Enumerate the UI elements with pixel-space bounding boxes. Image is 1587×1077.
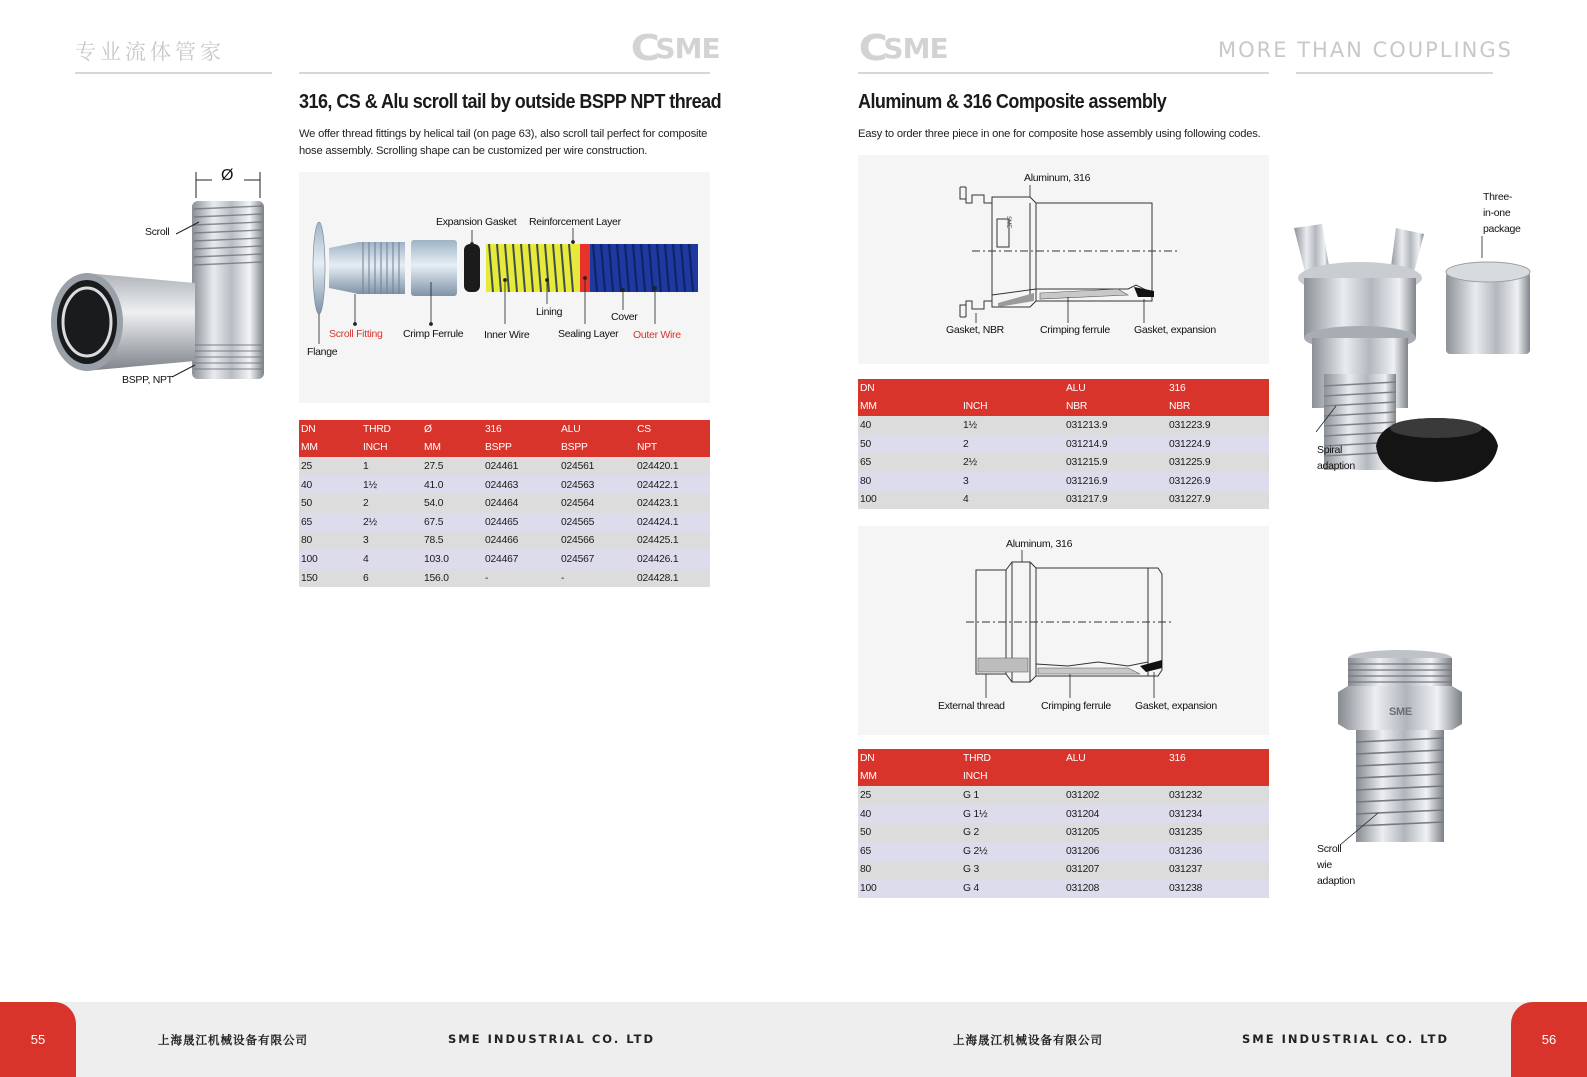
header-cell: INCH [961, 768, 1064, 787]
table-cell: 80 [858, 861, 961, 880]
left-section-desc: We offer thread fittings by helical tail (on page 63), also scroll tail perfect for composite hose assembly. Scrolling shape can be customized per wire construction. [299, 128, 708, 157]
table-cell: 3 [361, 532, 422, 551]
left-section-title: 316, CS & Alu scroll tail by outside BSPP NPT thread [299, 91, 722, 113]
table-cell: 031236 [1167, 842, 1269, 861]
header-cell: MM [422, 439, 483, 458]
table-cell: 2 [961, 435, 1064, 454]
three-in-one-line: Three- [1483, 191, 1513, 203]
footer-company-cn-right: 上海晟江机械设备有限公司 [953, 1033, 1103, 1047]
header-en-title: MORE THAN COUPLINGS [1218, 38, 1513, 62]
table-cell: 024465 [483, 513, 559, 532]
table-cell: 031234 [1167, 805, 1269, 824]
table-cell: G 3 [961, 861, 1064, 880]
table-cell: 024464 [483, 494, 559, 513]
header-cell: ALU [1064, 749, 1167, 768]
scroll-line: adaption [1317, 875, 1355, 887]
label-flange: Flange [307, 346, 338, 358]
table-row [858, 861, 1269, 880]
table-cell: 031226.9 [1167, 472, 1269, 491]
three-in-one-line: package [1483, 223, 1521, 235]
right-section-title: Aluminum & 316 Composite assembly [858, 91, 1167, 113]
three-in-one-label [1483, 189, 1521, 237]
table-cell: 100 [299, 550, 361, 569]
table-cell: 024563 [559, 476, 635, 495]
table-cell: 1½ [361, 476, 422, 495]
label-scroll-fitting: Scroll Fitting [329, 328, 383, 340]
header-cell: NPT [635, 439, 710, 458]
table-cell: 024426.1 [635, 550, 710, 569]
d1-label-crimping-ferrule: Crimping ferrule [1040, 324, 1110, 336]
header-cell: DN [299, 420, 361, 439]
label-expansion-gasket: Expansion Gasket [436, 216, 517, 228]
table-cell: 4 [361, 550, 422, 569]
table-cell: 024428.1 [635, 569, 710, 588]
page-number-right: 56 [1511, 1002, 1587, 1077]
header-cell: MM [858, 768, 961, 787]
logo-right [860, 28, 948, 69]
table-cell: 3 [961, 472, 1064, 491]
table-cell: 024461 [483, 457, 559, 476]
spiral-line: adaption [1317, 460, 1355, 472]
table-cell: 031206 [1064, 842, 1167, 861]
thread-leader [172, 364, 196, 378]
header-cell: BSPP [483, 439, 559, 458]
logo-text: SME [655, 32, 720, 65]
header-cn-title: 专业流体管家 [75, 40, 225, 64]
table-cell: 2½ [361, 513, 422, 532]
logo-text: SME [883, 32, 948, 65]
header-cell: CS [635, 420, 710, 439]
header-cell: INCH [361, 439, 422, 458]
table-row [858, 416, 1269, 435]
table-header-row [858, 379, 1269, 398]
d2-label-crimping-ferrule: Crimping ferrule [1041, 700, 1111, 712]
table-row [858, 472, 1269, 491]
table-cell: G 4 [961, 879, 1064, 898]
table-cell: G 2 [961, 823, 1064, 842]
table-cell: 150 [299, 569, 361, 588]
header-cell [1167, 768, 1269, 787]
table-cell: 024564 [559, 494, 635, 513]
scroll-line: wie [1317, 859, 1332, 871]
table-cell: 024466 [483, 532, 559, 551]
table-cell: 100 [858, 491, 961, 510]
table-cell: 024463 [483, 476, 559, 495]
right-section-desc: Easy to order three piece in one for composite hose assembly using following codes. [858, 128, 1261, 140]
label-outer-wire: Outer Wire [633, 329, 681, 341]
table-cell: 024420.1 [635, 457, 710, 476]
header-cell: MM [299, 439, 361, 458]
table-cell: 103.0 [422, 550, 483, 569]
table-cell: 67.5 [422, 513, 483, 532]
label-crimp-ferrule: Crimp Ferrule [403, 328, 464, 340]
table-cell: 25 [299, 457, 361, 476]
header-cell: 316 [483, 420, 559, 439]
table-cell: G 1½ [961, 805, 1064, 824]
hose-assembly-diagram [299, 172, 710, 403]
right-spec-table-1 [858, 379, 1269, 509]
table-cell: 27.5 [422, 457, 483, 476]
table-cell: 031223.9 [1167, 416, 1269, 435]
table-cell: 031208 [1064, 879, 1167, 898]
table-header-row [858, 749, 1269, 768]
d1-label-material: Aluminum, 316 [1024, 172, 1091, 184]
table-cell: 156.0 [422, 569, 483, 588]
table-cell: 031215.9 [1064, 453, 1167, 472]
table-row [858, 786, 1269, 805]
header-cell: NBR [1064, 398, 1167, 417]
label-cover: Cover [611, 311, 638, 323]
footer-company-en-left: SME INDUSTRIAL CO. LTD [448, 1032, 656, 1046]
table-row [299, 569, 710, 588]
table-row [299, 494, 710, 513]
table-cell: 031207 [1064, 861, 1167, 880]
table-cell: 50 [858, 435, 961, 454]
table-cell: 031232 [1167, 786, 1269, 805]
table-row [858, 453, 1269, 472]
table-cell: 024567 [559, 550, 635, 569]
coupling-drawing-1 [858, 155, 1269, 364]
header-cell [1064, 768, 1167, 787]
table-cell: 024561 [559, 457, 635, 476]
label-inner-wire: Inner Wire [484, 329, 530, 341]
table-row [858, 842, 1269, 861]
table-cell: 40 [858, 805, 961, 824]
logo-left [632, 28, 720, 69]
header-cell: Ø [422, 420, 483, 439]
d1-label-gasket-expansion: Gasket, expansion [1134, 324, 1216, 336]
table-row [858, 435, 1269, 454]
table-cell: 50 [858, 823, 961, 842]
header-rule-right [1296, 72, 1493, 74]
d2-label-external-thread: External thread [938, 700, 1005, 712]
table-cell: 031224.9 [1167, 435, 1269, 454]
header-cell: 316 [1167, 749, 1269, 768]
spiral-line: Spiral [1317, 444, 1343, 456]
table-cell: 100 [858, 879, 961, 898]
table-cell: 031214.9 [1064, 435, 1167, 454]
table-cell: - [559, 569, 635, 588]
header-cell: BSPP [559, 439, 635, 458]
table-row [299, 476, 710, 495]
table-row [299, 457, 710, 476]
table-cell: 031237 [1167, 861, 1269, 880]
logo-mark: C [630, 28, 659, 69]
header-cell: DN [858, 749, 961, 768]
label-reinforcement-layer: Reinforcement Layer [529, 216, 621, 228]
header-cell: INCH [961, 398, 1064, 417]
table-header-row [299, 420, 710, 439]
table-cell: 031225.9 [1167, 453, 1269, 472]
left-spec-table [299, 420, 710, 587]
table-cell: - [483, 569, 559, 588]
table-cell: 031205 [1064, 823, 1167, 842]
table-cell: 1 [361, 457, 422, 476]
page-number-left: 55 [0, 1002, 76, 1077]
table-cell: 80 [299, 532, 361, 551]
table-cell: 031227.9 [1167, 491, 1269, 510]
right-spec-table-2 [858, 749, 1269, 898]
header-cell: MM [858, 398, 961, 417]
table-cell: 024566 [559, 532, 635, 551]
table-cell: 54.0 [422, 494, 483, 513]
logo-mark: C [858, 28, 887, 69]
table-cell: 40 [858, 416, 961, 435]
table-cell: 6 [361, 569, 422, 588]
table-cell: 78.5 [422, 532, 483, 551]
header-cell [961, 379, 1064, 398]
table-cell: 024565 [559, 513, 635, 532]
table-header-row [858, 768, 1269, 787]
header-cell: DN [858, 379, 961, 398]
scroll-adaption-label [1317, 841, 1355, 889]
header-cell: ALU [559, 420, 635, 439]
label-lining: Lining [536, 306, 563, 318]
table-cell: 65 [299, 513, 361, 532]
table-row [299, 550, 710, 569]
footer-company-cn-left: 上海晟江机械设备有限公司 [158, 1033, 308, 1047]
scroll-photo-stamp: SME [1389, 706, 1412, 718]
header-cell: THRD [961, 749, 1064, 768]
header-rule-left [75, 72, 272, 74]
header-rule-center-left [299, 72, 710, 74]
table-cell: 031213.9 [1064, 416, 1167, 435]
d1-stamp: SME [1005, 215, 1012, 229]
table-cell: 031217.9 [1064, 491, 1167, 510]
table-cell: 031204 [1064, 805, 1167, 824]
header-cell: ALU [1064, 379, 1167, 398]
table-cell: 024423.1 [635, 494, 710, 513]
table-header-row [858, 398, 1269, 417]
table-cell: 25 [858, 786, 961, 805]
table-cell: 031238 [1167, 879, 1269, 898]
table-cell: G 2½ [961, 842, 1064, 861]
table-cell: 4 [961, 491, 1064, 510]
table-cell: 024467 [483, 550, 559, 569]
table-cell: 50 [299, 494, 361, 513]
table-cell: 1½ [961, 416, 1064, 435]
table-cell: 031216.9 [1064, 472, 1167, 491]
header-cell: 316 [1167, 379, 1269, 398]
table-row [858, 823, 1269, 842]
scroll-line: Scroll [1317, 843, 1342, 855]
table-row [858, 879, 1269, 898]
footer-company-en-right: SME INDUSTRIAL CO. LTD [1242, 1032, 1450, 1046]
table-cell: 41.0 [422, 476, 483, 495]
label-sealing-layer: Sealing Layer [558, 328, 619, 340]
diameter-label: Ø [221, 167, 234, 184]
table-cell: 024425.1 [635, 532, 710, 551]
table-cell: 2½ [961, 453, 1064, 472]
table-cell: 2 [361, 494, 422, 513]
scroll-label: Scroll [145, 226, 170, 238]
header-cell: NBR [1167, 398, 1269, 417]
table-row [299, 513, 710, 532]
d1-label-gasket-nbr: Gasket, NBR [946, 324, 1004, 336]
table-cell: G 1 [961, 786, 1064, 805]
table-cell: 031235 [1167, 823, 1269, 842]
table-header-row [299, 439, 710, 458]
header-cell: THRD [361, 420, 422, 439]
table-row [858, 491, 1269, 510]
scroll-leader [176, 221, 200, 235]
d2-label-material: Aluminum, 316 [1006, 538, 1073, 550]
table-cell: 024422.1 [635, 476, 710, 495]
thread-label: BSPP, NPT [122, 374, 173, 386]
table-cell: 024424.1 [635, 513, 710, 532]
table-row [299, 532, 710, 551]
coupling-drawing-2 [858, 526, 1269, 735]
table-cell: 80 [858, 472, 961, 491]
table-row [858, 805, 1269, 824]
header-rule-center-right [858, 72, 1269, 74]
d2-label-gasket-expansion: Gasket, expansion [1135, 700, 1217, 712]
table-cell: 65 [858, 842, 961, 861]
spiral-adaption-label [1317, 442, 1355, 474]
table-cell: 40 [299, 476, 361, 495]
three-in-one-line: in-one [1483, 207, 1511, 219]
table-cell: 031202 [1064, 786, 1167, 805]
table-cell: 65 [858, 453, 961, 472]
